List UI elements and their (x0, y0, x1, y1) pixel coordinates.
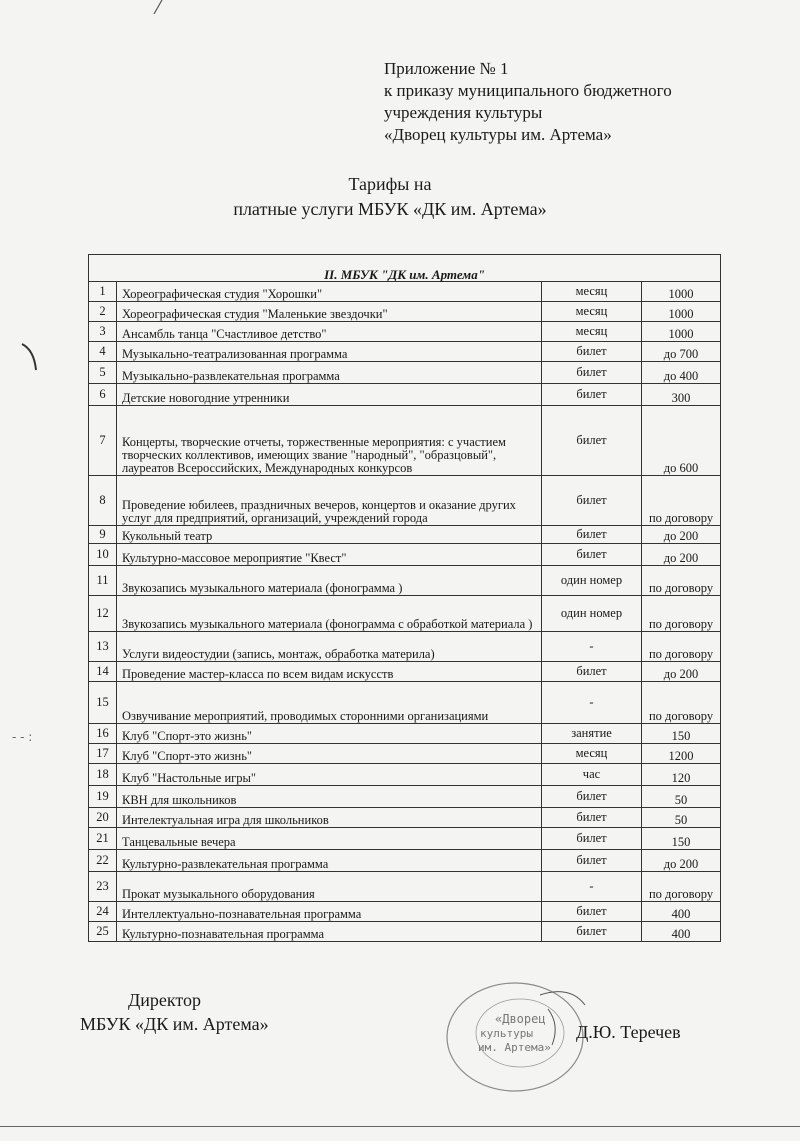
row-number: 2 (89, 302, 117, 322)
annex-line-1: Приложение № 1 (384, 59, 509, 78)
price: 1000 (642, 322, 721, 342)
row-number: 23 (89, 872, 117, 902)
left-margin-mark (20, 340, 40, 380)
service-name: Культурно-развлекательная программа (117, 850, 542, 872)
unit-of-measure: один номер (542, 566, 642, 596)
service-name: Интелектуальная игра для школьников (117, 808, 542, 828)
unit-of-measure: билет (542, 786, 642, 808)
row-number: 11 (89, 566, 117, 596)
row-number: 22 (89, 850, 117, 872)
table-row (89, 902, 721, 922)
price: по договору (642, 682, 721, 724)
service-name: Звукозапись музыкального материала (фонограмма с обработкой материала ) (117, 596, 542, 632)
unit-of-measure: билет (542, 662, 642, 682)
price: до 200 (642, 850, 721, 872)
price: 400 (642, 902, 721, 922)
unit-of-measure: - (542, 872, 642, 902)
section-header: II. МБУК "ДК им. Артема" (89, 255, 721, 282)
price: 1000 (642, 302, 721, 322)
row-number: 21 (89, 828, 117, 850)
table-row (89, 662, 721, 682)
price: 300 (642, 384, 721, 406)
table-row (89, 362, 721, 384)
unit-of-measure: один номер (542, 596, 642, 632)
service-name: Проведение юбилеев, праздничных вечеров, концертов и оказание других услуг для предприятий, организаций, учреждений города (117, 476, 542, 526)
price: по договору (642, 872, 721, 902)
unit-of-measure: занятие (542, 724, 642, 744)
service-name: Культурно-массовое мероприятие "Квест" (117, 544, 542, 566)
row-number: 4 (89, 342, 117, 362)
annex-line-3: учреждения культуры (384, 103, 543, 122)
service-name: Интеллектуально-познавательная программа (117, 902, 542, 922)
unit-of-measure: билет (542, 902, 642, 922)
price: до 200 (642, 544, 721, 566)
table-row (89, 850, 721, 872)
unit-of-measure: месяц (542, 302, 642, 322)
row-number: 13 (89, 632, 117, 662)
table-row (89, 282, 721, 302)
unit-of-measure: - (542, 682, 642, 724)
unit-of-measure: билет (542, 476, 642, 526)
unit-of-measure: билет (542, 544, 642, 566)
row-number: 6 (89, 384, 117, 406)
row-number: 18 (89, 764, 117, 786)
table-row (89, 526, 721, 544)
table-row (89, 724, 721, 744)
table-row (89, 322, 721, 342)
tariff-table (88, 254, 721, 942)
service-name: Клуб "Настольные игры" (117, 764, 542, 786)
tariff-table-wrap (88, 254, 720, 942)
unit-of-measure: час (542, 764, 642, 786)
row-number: 5 (89, 362, 117, 384)
service-name: Клуб "Спорт-это жизнь" (117, 744, 542, 764)
table-row (89, 808, 721, 828)
official-stamp (440, 975, 590, 1095)
service-name: КВН для школьников (117, 786, 542, 808)
unit-of-measure: билет (542, 808, 642, 828)
table-row (89, 406, 721, 476)
price: 150 (642, 724, 721, 744)
service-name: Услуги видеостудии (запись, монтаж, обработка материла) (117, 632, 542, 662)
table-row (89, 544, 721, 566)
service-name: Хореографическая студия "Хорошки" (117, 282, 542, 302)
unit-of-measure: билет (542, 362, 642, 384)
price: по договору (642, 632, 721, 662)
service-name: Кукольный театр (117, 526, 542, 544)
price: по договору (642, 596, 721, 632)
unit-of-measure: билет (542, 922, 642, 942)
table-row (89, 922, 721, 942)
table-row (89, 744, 721, 764)
unit-of-measure: месяц (542, 744, 642, 764)
table-row (89, 828, 721, 850)
unit-of-measure: - (542, 632, 642, 662)
section-header-row (89, 255, 721, 282)
document-title (160, 172, 620, 222)
signature-title (80, 988, 269, 1036)
price: до 700 (642, 342, 721, 362)
price: по договору (642, 476, 721, 526)
price: по договору (642, 566, 721, 596)
unit-of-measure: билет (542, 342, 642, 362)
table-row (89, 682, 721, 724)
unit-of-measure: билет (542, 384, 642, 406)
price: до 200 (642, 662, 721, 682)
title-line-2: платные услуги МБУК «ДК им. Артема» (233, 199, 547, 219)
row-number: 25 (89, 922, 117, 942)
unit-of-measure: билет (542, 850, 642, 872)
price: 120 (642, 764, 721, 786)
row-number: 19 (89, 786, 117, 808)
table-row (89, 596, 721, 632)
tariff-table-body (89, 255, 721, 942)
price: 50 (642, 808, 721, 828)
stamp-line-3: им. Артема» (478, 1041, 551, 1054)
page-edge-line (0, 1126, 800, 1127)
row-number: 17 (89, 744, 117, 764)
row-number: 16 (89, 724, 117, 744)
row-number: 8 (89, 476, 117, 526)
unit-of-measure: билет (542, 526, 642, 544)
table-row (89, 786, 721, 808)
service-name: Детские новогодние утренники (117, 384, 542, 406)
signature-title-line-2: МБУК «ДК им. Артема» (80, 1014, 269, 1034)
title-line-1: Тарифы на (348, 174, 432, 194)
stamp-line-1: «Дворец (495, 1012, 546, 1026)
row-number: 15 (89, 682, 117, 724)
signature-title-line-1: Директор (128, 990, 202, 1010)
service-name: Ансамбль танца "Счастливое детство" (117, 322, 542, 342)
price: 400 (642, 922, 721, 942)
table-row (89, 302, 721, 322)
service-name: Прокат музыкального оборудования (117, 872, 542, 902)
unit-of-measure: месяц (542, 282, 642, 302)
signatory-name: Д.Ю. Теречев (576, 1022, 681, 1042)
service-name: Танцевальные вечера (117, 828, 542, 850)
annex-header (384, 58, 784, 146)
table-row (89, 384, 721, 406)
service-name: Хореографическая студия "Маленькие звездочки" (117, 302, 542, 322)
unit-of-measure: месяц (542, 322, 642, 342)
annex-line-2: к приказу муниципального бюджетного (384, 81, 672, 100)
price: 50 (642, 786, 721, 808)
row-number: 3 (89, 322, 117, 342)
row-number: 7 (89, 406, 117, 476)
row-number: 24 (89, 902, 117, 922)
table-row (89, 342, 721, 362)
row-number: 9 (89, 526, 117, 544)
table-row (89, 764, 721, 786)
table-row (89, 632, 721, 662)
price: 1000 (642, 282, 721, 302)
stamp-line-2: культуры (480, 1027, 533, 1040)
row-number: 12 (89, 596, 117, 632)
service-name: Музыкально-развлекательная программа (117, 362, 542, 384)
table-row (89, 566, 721, 596)
service-name: Культурно-познавательная программа (117, 922, 542, 942)
scan-artifact-mark (152, 0, 164, 14)
row-number: 14 (89, 662, 117, 682)
row-number: 20 (89, 808, 117, 828)
annex-line-4: «Дворец культуры им. Артема» (384, 125, 612, 144)
left-margin-dots: - - : (12, 730, 33, 744)
table-row (89, 476, 721, 526)
service-name: Клуб "Спорт-это жизнь" (117, 724, 542, 744)
price: до 600 (642, 406, 721, 476)
price: 1200 (642, 744, 721, 764)
row-number: 1 (89, 282, 117, 302)
price: до 200 (642, 526, 721, 544)
row-number: 10 (89, 544, 117, 566)
unit-of-measure: билет (542, 828, 642, 850)
price: 150 (642, 828, 721, 850)
service-name: Музыкально-театрализованная программа (117, 342, 542, 362)
price: до 400 (642, 362, 721, 384)
service-name: Озвучивание мероприятий, проводимых сторонними организациями (117, 682, 542, 724)
service-name: Концерты, творческие отчеты, торжественные мероприятия: с участием творческих коллективов, имеющих звание "народный", "образцовый", лауреатов Всероссийских, Международных конкурсов (117, 406, 542, 476)
service-name: Звукозапись музыкального материала (фонограмма ) (117, 566, 542, 596)
service-name: Проведение мастер-класса по всем видам искусств (117, 662, 542, 682)
unit-of-measure: билет (542, 406, 642, 476)
table-row (89, 872, 721, 902)
